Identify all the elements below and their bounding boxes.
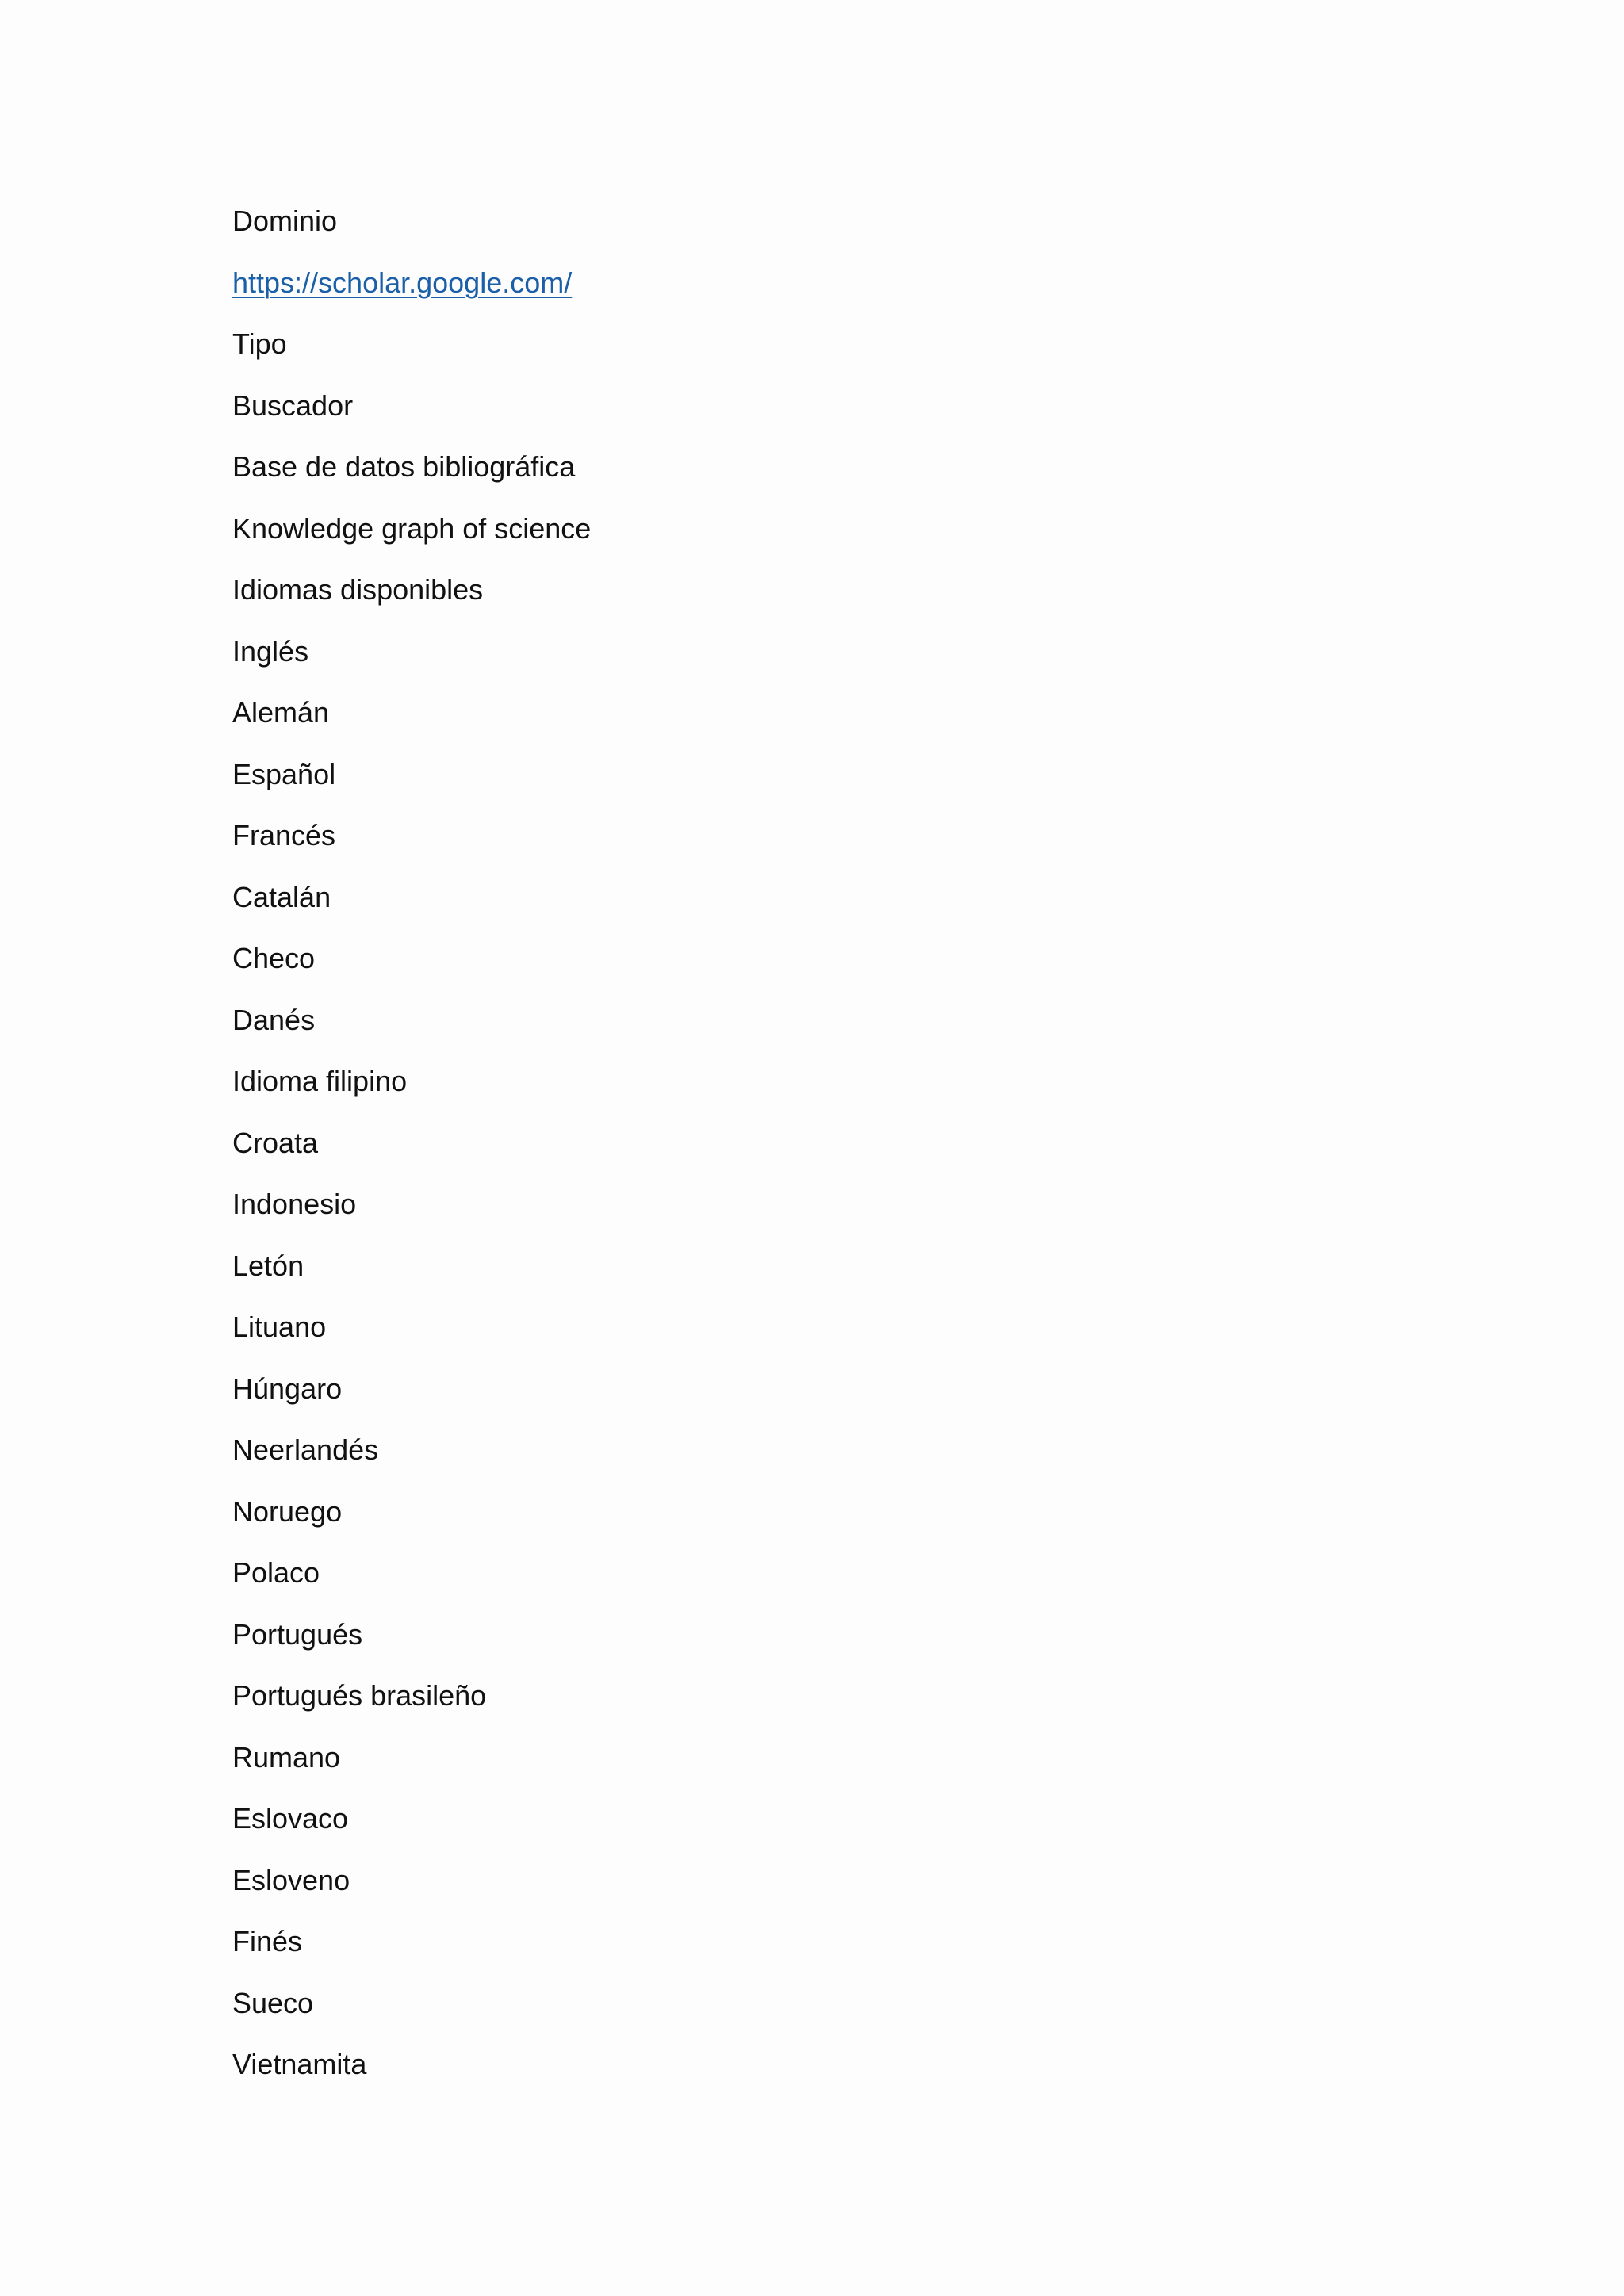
scholar-link[interactable]: https://scholar.google.com/ (232, 266, 573, 299)
language-item: Noruego (232, 1494, 343, 1528)
language-item: Portugués brasileño (232, 1679, 487, 1712)
label-dominio: Dominio (232, 205, 338, 237)
language-item: Portugués (232, 1617, 363, 1651)
language-item: Eslovaco (232, 1802, 349, 1835)
language-item: Rumano (232, 1740, 341, 1774)
language-item: Danés (232, 1003, 316, 1036)
language-item: Finés (232, 1925, 303, 1957)
tipo-item: Base de datos bibliográfica (232, 450, 576, 483)
document-body (232, 190, 1422, 2095)
language-item: Croata (232, 1126, 319, 1159)
language-item: Catalán (232, 880, 331, 913)
label-idiomas: Idiomas disponibles (232, 573, 484, 606)
language-item: Inglés (232, 634, 309, 668)
language-item: Sueco (232, 1986, 314, 2019)
language-item: Polaco (232, 1556, 320, 1589)
language-item: Lituano (232, 1311, 327, 1343)
language-item: Español (232, 757, 336, 790)
language-item: Vietnamita (232, 2048, 367, 2080)
language-item: Esloveno (232, 1863, 350, 1896)
language-item: Neerlandés (232, 1433, 379, 1466)
language-item: Indonesio (232, 1188, 357, 1220)
language-item: Francés (232, 819, 336, 851)
language-item: Húngaro (232, 1372, 343, 1405)
language-item: Checo (232, 942, 316, 974)
language-item: Letón (232, 1249, 304, 1282)
language-item: Alemán (232, 696, 330, 729)
tipo-item: Buscador (232, 388, 354, 422)
tipo-item: Knowledge graph of science (232, 511, 592, 545)
label-tipo: Tipo (232, 327, 287, 360)
domain-link-line (232, 252, 1422, 314)
language-item: Idioma filipino (232, 1065, 408, 1097)
